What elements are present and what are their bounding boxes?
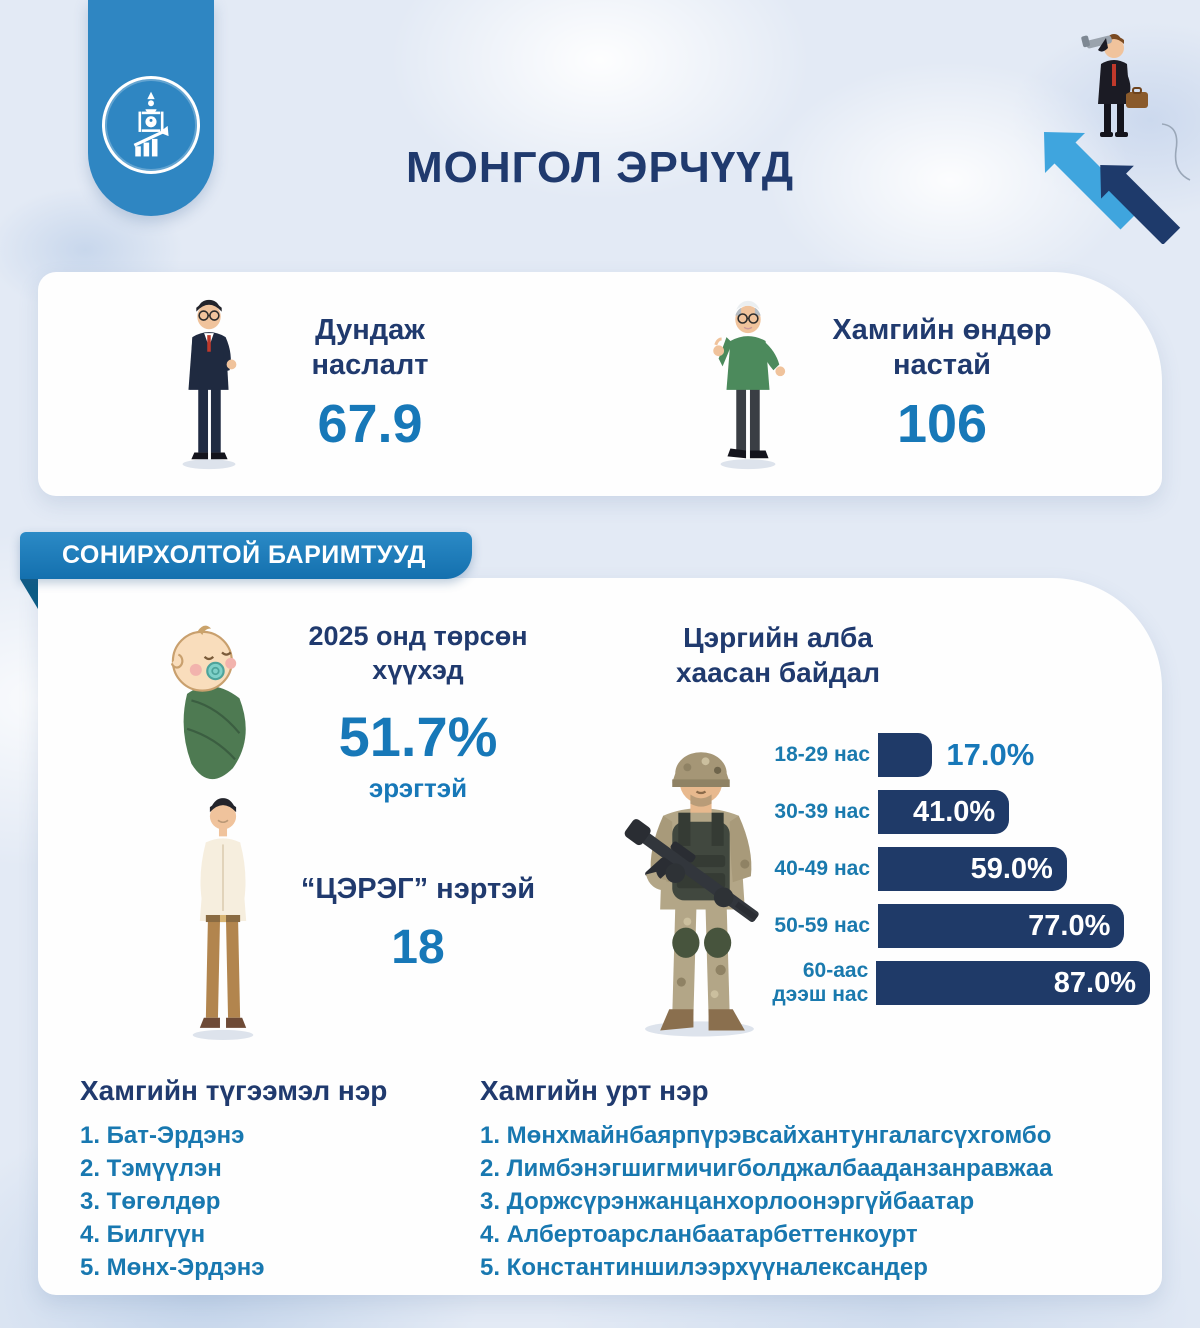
chart-value-label: 17.0% [946, 737, 1035, 772]
average-life-label: Дундаж наслалт [311, 314, 429, 381]
section-banner: СОНИРХОЛТОЙ БАРИМТУУД [20, 532, 472, 579]
chart-category-label: 50-59 нас [774, 913, 870, 937]
list-item: 3. Төгөлдөр [80, 1188, 221, 1215]
military-service-chart [770, 733, 1150, 1018]
tsereg-fact [268, 873, 568, 975]
baby-icon [150, 618, 270, 796]
common-names-title: Хамгийн түгээмэл нэр [80, 1075, 388, 1106]
suited-man-icon [173, 296, 245, 472]
average-life-value: 67.9 [317, 393, 423, 454]
list-item: 4. Албертоарсланбаатарбеттенкоурт [480, 1221, 918, 1248]
chart-row [770, 958, 1150, 1006]
births-fact [268, 620, 568, 804]
births-sublabel: эрэгтэй [368, 772, 468, 803]
chart-row [770, 790, 1150, 834]
list-item: 4. Билгүүн [80, 1221, 206, 1248]
chart-category-label: 30-39 нас [774, 799, 870, 823]
oldest-man-value: 106 [896, 393, 988, 454]
chart-category-label: 40-49 нас [774, 856, 870, 880]
list-item: 5. Мөнх-Эрдэнэ [80, 1254, 265, 1281]
banner-fold [20, 579, 38, 609]
oldest-man-label: Хамгийн өндөр настай [832, 314, 1052, 381]
chart-bar [878, 790, 1009, 834]
chart-value-label: 41.0% [912, 795, 996, 828]
chart-title: Цэргийн алба хаасан байдал [675, 622, 881, 688]
interesting-facts-card [38, 578, 1162, 1295]
chart-bar [878, 847, 1067, 891]
list-item: 5. Константиншилээрхүүналександер [480, 1254, 928, 1281]
chart-row [770, 733, 1150, 777]
average-life-fact [38, 272, 600, 496]
chart-row [770, 847, 1150, 891]
top-facts-card [38, 272, 1162, 496]
page-title: МОНГОЛ ЭРЧҮҮД [405, 143, 795, 192]
chart-row [770, 904, 1150, 948]
oldest-man-fact [600, 272, 1162, 496]
chart-value-label: 59.0% [970, 852, 1053, 885]
list-item: 2. Лимбэнэгшигмичигболджалбааданзанравжаа [480, 1155, 1053, 1182]
chart-category-label: 60-аас дээш нас [772, 958, 869, 1006]
tsereg-label: “ЦЭРЭГ” нэртэй [300, 873, 536, 905]
chart-bar [876, 961, 1150, 1005]
list-item: 1. Мөнхмайнбаярпүрэвсайхантунгалагсүхгомбо [480, 1122, 1052, 1149]
births-value: 51.7% [338, 704, 498, 768]
chart-category-label: 18-29 нас [774, 742, 870, 766]
chart-value-label: 77.0% [1028, 909, 1111, 942]
births-label: 2025 онд төрсөн хүүхэд [308, 621, 528, 685]
long-names-title: Хамгийн урт нэр [480, 1075, 709, 1106]
soldier-icon [610, 728, 795, 1038]
long-names-list [480, 1075, 1140, 1284]
tsereg-value: 18 [391, 921, 445, 974]
chart-value-label: 87.0% [1053, 966, 1136, 999]
chart-bar [878, 733, 932, 777]
list-item: 2. Тэмүүлэн [80, 1155, 222, 1182]
businessman-telescope-arrows-icon [1012, 4, 1192, 244]
list-item: 1. Бат-Эрдэнэ [80, 1122, 245, 1149]
list-item: 3. Доржсүрэнжанцанхорлоонэргүйбаатар [480, 1188, 975, 1215]
casual-man-icon [173, 790, 273, 1042]
chart-bar [878, 904, 1124, 948]
old-man-icon [702, 296, 794, 472]
